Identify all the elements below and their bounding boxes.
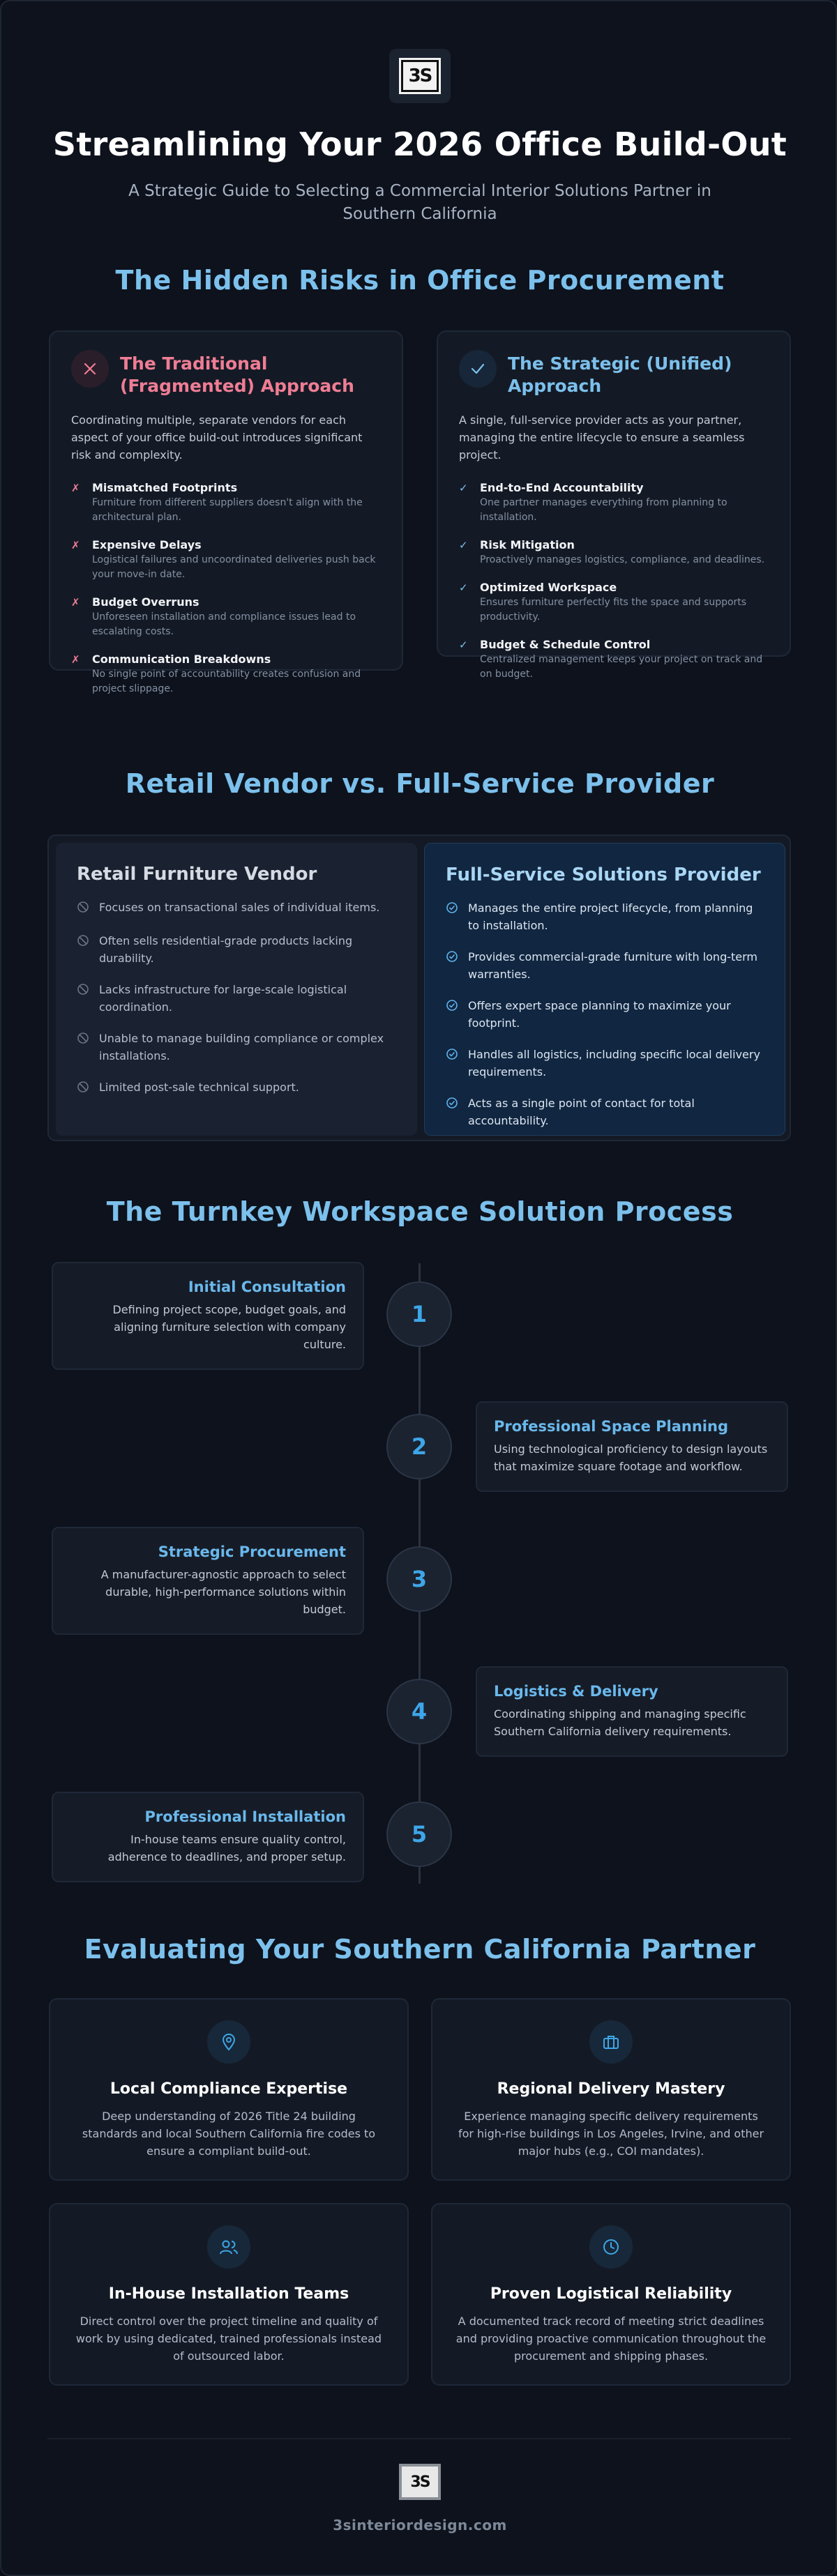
list-item: Handles all logistics, including specific local delivery requirements. (446, 1046, 764, 1081)
list-item: Often sells residential-grade products lacking durability. (77, 932, 396, 967)
list-item: ✓ Budget & Schedule Control Centralized management keeps your project on track and on budget. (459, 637, 769, 682)
check-circle-icon (446, 1095, 468, 1129)
strategic-benefit-list (459, 480, 769, 682)
list-item: ✓ Risk Mitigation Proactively manages logistics, compliance, and deadlines. (459, 538, 769, 567)
step-number-3: 3 (386, 1546, 452, 1612)
list-item: ✓ Optimized Workspace Ensures furniture perfectly fits the space and supports productivity. (459, 580, 769, 625)
list-item: Lacks infrastructure for large-scale logistical coordination. (77, 981, 396, 1016)
list-item: ✗ Mismatched Footprints Furniture from different suppliers doesn't align with the architectural plan. (71, 480, 381, 525)
x-mark-icon: ✗ (71, 482, 80, 494)
eval-card-local-compliance: Local Compliance Expertise Deep understanding of 2026 Title 24 building standards and local Southern California fire codes to ensure a compliant build-out. (49, 1998, 409, 2181)
footer-divider (47, 2438, 791, 2439)
strategic-approach-card (437, 330, 791, 680)
footer-website-link[interactable]: 3sinteriordesign.com (333, 2517, 507, 2533)
footer-logo: 3S (399, 2464, 441, 2500)
full-service-list (446, 899, 764, 1129)
check-mark-icon: ✓ (459, 581, 468, 594)
traditional-approach-card (49, 330, 403, 694)
list-item: ✗ Communication Breakdowns No single point of accountability creates confusion and project slippage. (71, 652, 381, 696)
retail-vendor-list (77, 899, 396, 1098)
list-item: Unable to manage building compliance or complex installations. (77, 1030, 396, 1065)
list-item: Acts as a single point of contact for total accountability. (446, 1095, 764, 1129)
ban-icon (77, 932, 99, 967)
users-icon (207, 2225, 250, 2269)
section-title-risks: The Hidden Risks in Office Procurement (115, 265, 725, 296)
check-mark-icon: ✓ (459, 539, 468, 551)
list-item: Provides commercial-grade furniture with long-term warranties. (446, 948, 764, 983)
section-title-compare: Retail Vendor vs. Full-Service Provider (125, 768, 715, 799)
list-item: Offers expert space planning to maximize your footprint. (446, 997, 764, 1032)
step-card-logistics-delivery: Logistics & Delivery Coordinating shipping and managing specific Southern California delivery requirements. (476, 1666, 788, 1757)
list-item: ✗ Budget Overruns Unforeseen installation and compliance issues lead to escalating costs. (71, 595, 381, 639)
list-item: Manages the entire project lifecycle, from planning to installation. (446, 899, 764, 934)
x-mark-icon: ✗ (71, 596, 80, 609)
full-service-column (424, 843, 785, 1136)
traditional-approach-description: Coordinating multiple, separate vendors for each aspect of your office build-out introduces significant risk and complexity. (71, 413, 363, 462)
list-item: ✓ End-to-End Accountability One partner manages everything from planning to installation. (459, 480, 769, 525)
check-icon (459, 350, 497, 388)
check-circle-icon (446, 997, 468, 1032)
check-mark-icon: ✓ (459, 482, 468, 494)
map-pin-icon (207, 2020, 250, 2064)
ban-icon (77, 1079, 99, 1098)
page-subtitle: A Strategic Guide to Selecting a Commercial Interior Solutions Partner in Southern California (128, 182, 711, 223)
ban-icon (77, 981, 99, 1016)
eval-card-logistical-reliability: Proven Logistical Reliability A documented track record of meeting strict deadlines and providing proactive communication throughout the procurement and shipping phases. (431, 2203, 791, 2386)
x-mark-icon: ✗ (71, 653, 80, 666)
ban-icon (77, 1030, 99, 1065)
list-item: ✗ Expensive Delays Logistical failures and uncoordinated deliveries push back your move-in date. (71, 538, 381, 582)
briefcase-icon (589, 2020, 633, 2064)
check-circle-icon (446, 948, 468, 983)
traditional-risk-list (71, 480, 381, 696)
list-item: Limited post-sale technical support. (77, 1079, 396, 1098)
clock-icon (589, 2225, 633, 2269)
page-title: Streamlining Your 2026 Office Build-Out (52, 125, 787, 163)
eval-card-installation-teams: In-House Installation Teams Direct control over the project timeline and quality of work by using dedicated, trained professionals instead of outsourced labor. (49, 2203, 409, 2386)
strategic-approach-title: The Strategic (Unified) Approach (508, 353, 732, 396)
step-card-space-planning: Professional Space Planning Using technological proficiency to design layouts that maximize square footage and workflow. (476, 1401, 788, 1492)
section-title-process: The Turnkey Workspace Solution Process (106, 1196, 734, 1227)
step-card-professional-installation: Professional Installation In-house teams ensure quality control, adherence to deadlines, and proper setup. (52, 1792, 364, 1882)
step-number-4: 4 (386, 1679, 452, 1744)
section-title-evaluate: Evaluating Your Southern California Partner (84, 1934, 756, 1965)
step-number-1: 1 (386, 1281, 452, 1347)
check-mark-icon: ✓ (459, 639, 468, 651)
strategic-approach-description: A single, full-service provider acts as your partner, managing the entire lifecycle to ensure a seamless project. (459, 413, 745, 462)
step-card-strategic-procurement: Strategic Procurement A manufacturer-agnostic approach to select durable, high-performance solutions within budget. (52, 1527, 364, 1635)
eval-card-regional-delivery: Regional Delivery Mastery Experience managing specific delivery requirements for high-rise buildings in Los Angeles, Irvine, and other major hubs (e.g., COI mandates). (431, 1998, 791, 2181)
step-number-2: 2 (386, 1414, 452, 1479)
ban-icon (77, 899, 99, 918)
retail-vendor-column (56, 843, 417, 1136)
x-icon (71, 350, 109, 388)
vendor-comparison (47, 834, 791, 1141)
list-item: Focuses on transactional sales of individual items. (77, 899, 396, 918)
step-number-5: 5 (386, 1801, 452, 1867)
x-mark-icon: ✗ (71, 539, 80, 551)
full-service-title: Full-Service Solutions Provider (446, 864, 761, 885)
step-card-initial-consultation: Initial Consultation Defining project scope, budget goals, and aligning furniture selection with company culture. (52, 1262, 364, 1370)
logo-mark: 3S (401, 60, 439, 92)
check-circle-icon (446, 1046, 468, 1081)
traditional-approach-title: The Traditional (Fragmented) Approach (120, 353, 354, 396)
header-logo (389, 49, 451, 103)
retail-vendor-title: Retail Furniture Vendor (77, 864, 317, 885)
check-circle-icon (446, 899, 468, 934)
